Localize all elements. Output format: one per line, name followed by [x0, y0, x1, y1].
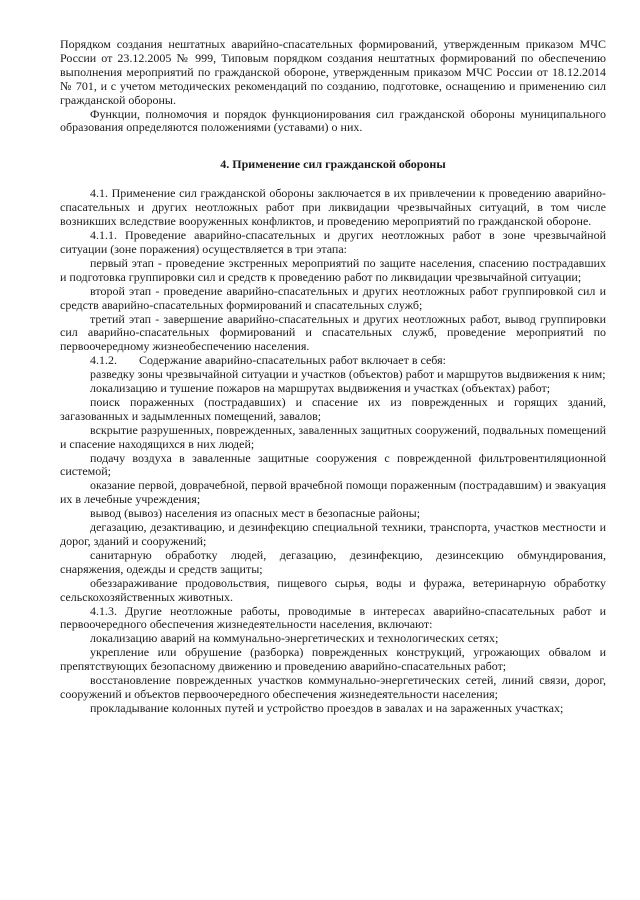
rescue-item: оказание первой, доврачебной, первой врачебной помощи пораженным (пострадавшим) и эвакуация их в лечебные учреждения; — [60, 478, 606, 507]
stage-1-paragraph: первый этап - проведение экстренных мероприятий по защите населения, спасению пострадавших и подготовка группировки сил и средств к проведению работ по ликвидации чрезвычайной ситуации; — [60, 255, 606, 284]
paragraph-4-1-2-number: 4.1.2. — [90, 353, 117, 368]
rescue-item: обеззараживание продовольствия, пищевого сырья, воды и фуража, ветеринарную обработку сельскохозяйственных животных. — [60, 575, 606, 604]
paragraph-4-1-2-text: Содержание аварийно-спасательных работ включает в себя: — [139, 353, 446, 368]
rescue-item: дегазацию, дезактивацию, и дезинфекцию специальной техники, транспорта, участков местности и дорог, зданий и сооружений; — [60, 520, 606, 548]
rescue-item: вывод (вывоз) населения из опасных мест в безопасные районы; — [90, 506, 421, 521]
section-heading: 4. Применение сил гражданской обороны — [220, 157, 446, 172]
rescue-item: локализацию и тушение пожаров на маршрутах выдвижения и участках (объектах) работ; — [90, 381, 551, 396]
intro-paragraph-2: Функции, полномочия и порядок функционирования сил гражданской обороны муниципального образования определяются положениями (уставами) о них. — [60, 106, 606, 135]
document-page — [60, 38, 606, 716]
other-work-item: восстановление поврежденных участков коммунально-энергетических сетей, линий связи, дорог, сооружений и объектов первоочередного обеспечения жизнедеятельности населения; — [60, 673, 606, 701]
rescue-item: поиск пораженных (пострадавших) и спасение их из поврежденных и горящих зданий, загазованных и задымленных помещений, завалов; — [60, 394, 606, 423]
paragraph-4-1-2 — [60, 354, 606, 368]
intro-paragraph-1: Порядком создания нештатных аварийно-спасательных формирований, утвержденным приказом МЧС России от 23.12.2005 № 999, Типовым порядком создания нештатных формирований по обеспечению выполнения мероприятий по гражданской обороне, утвержденным приказом МЧС России от 18.12.2014 № 701, и с учетом методических рекомендаций по созданию, подготовке, оснащению и применению сил гражданской обороны. — [60, 37, 606, 107]
paragraph-4-1-3: 4.1.3. Другие неотложные работы, проводимые в интересах аварийно-спасательных работ и первоочередного обеспечения жизнедеятельности населения, включают: — [60, 603, 606, 632]
other-work-item: прокладывание колонных путей и устройство проездов в завалах и на зараженных участках; — [90, 700, 564, 715]
rescue-item: вскрытие разрушенных, поврежденных, заваленных защитных сооружений, подвальных помещений и спасение находящихся в них людей; — [60, 422, 606, 451]
paragraph-4-1-1: 4.1.1. Проведение аварийно-спасательных и других неотложных работ в зоне чрезвычайной ситуации (зоне поражения) осуществляется в три этапа: — [60, 228, 606, 256]
other-work-item: локализацию аварий на коммунально-энергетических и технологических сетях; — [90, 631, 499, 646]
other-work-item: укрепление или обрушение (разборка) поврежденных конструкций, угрожающих обвалом и препятствующих безопасному движению и проведению аварийно-спасательных работ; — [60, 645, 606, 674]
paragraph-4-1: 4.1. Применение сил гражданской обороны заключается в их привлечении к проведению аварийно-спасательных и других неотложных работ при ликвидации чрезвычайных ситуаций, в том числе возникших вследствие вооруженных конфликтов, и проведению мероприятий по гражданской обороне. — [60, 186, 606, 229]
stage-3-paragraph: третий этап - завершение аварийно-спасательных и других неотложных работ, вывод группировки сил аварийно-спасательных формирований и спасательных служб, проведение мероприятий по первоочередному жизнеобеспечению населения. — [60, 311, 606, 354]
stage-2-paragraph: второй этап - проведение аварийно-спасательных и других неотложных работ группировкой сил и средств аварийно-спасательных формирований и спасательных служб; — [60, 283, 606, 312]
rescue-item: санитарную обработку людей, дегазацию, дезинфекцию, дезинсекцию обмундирования, снаряжения, одежды и средств защиты; — [60, 547, 606, 576]
rescue-item: разведку зоны чрезвычайной ситуации и участков (объектов) работ и маршрутов выдвижения к ним; — [90, 367, 606, 382]
rescue-item: подачу воздуха в заваленные защитные сооружения с поврежденной фильтровентиляционной системой; — [60, 450, 606, 479]
